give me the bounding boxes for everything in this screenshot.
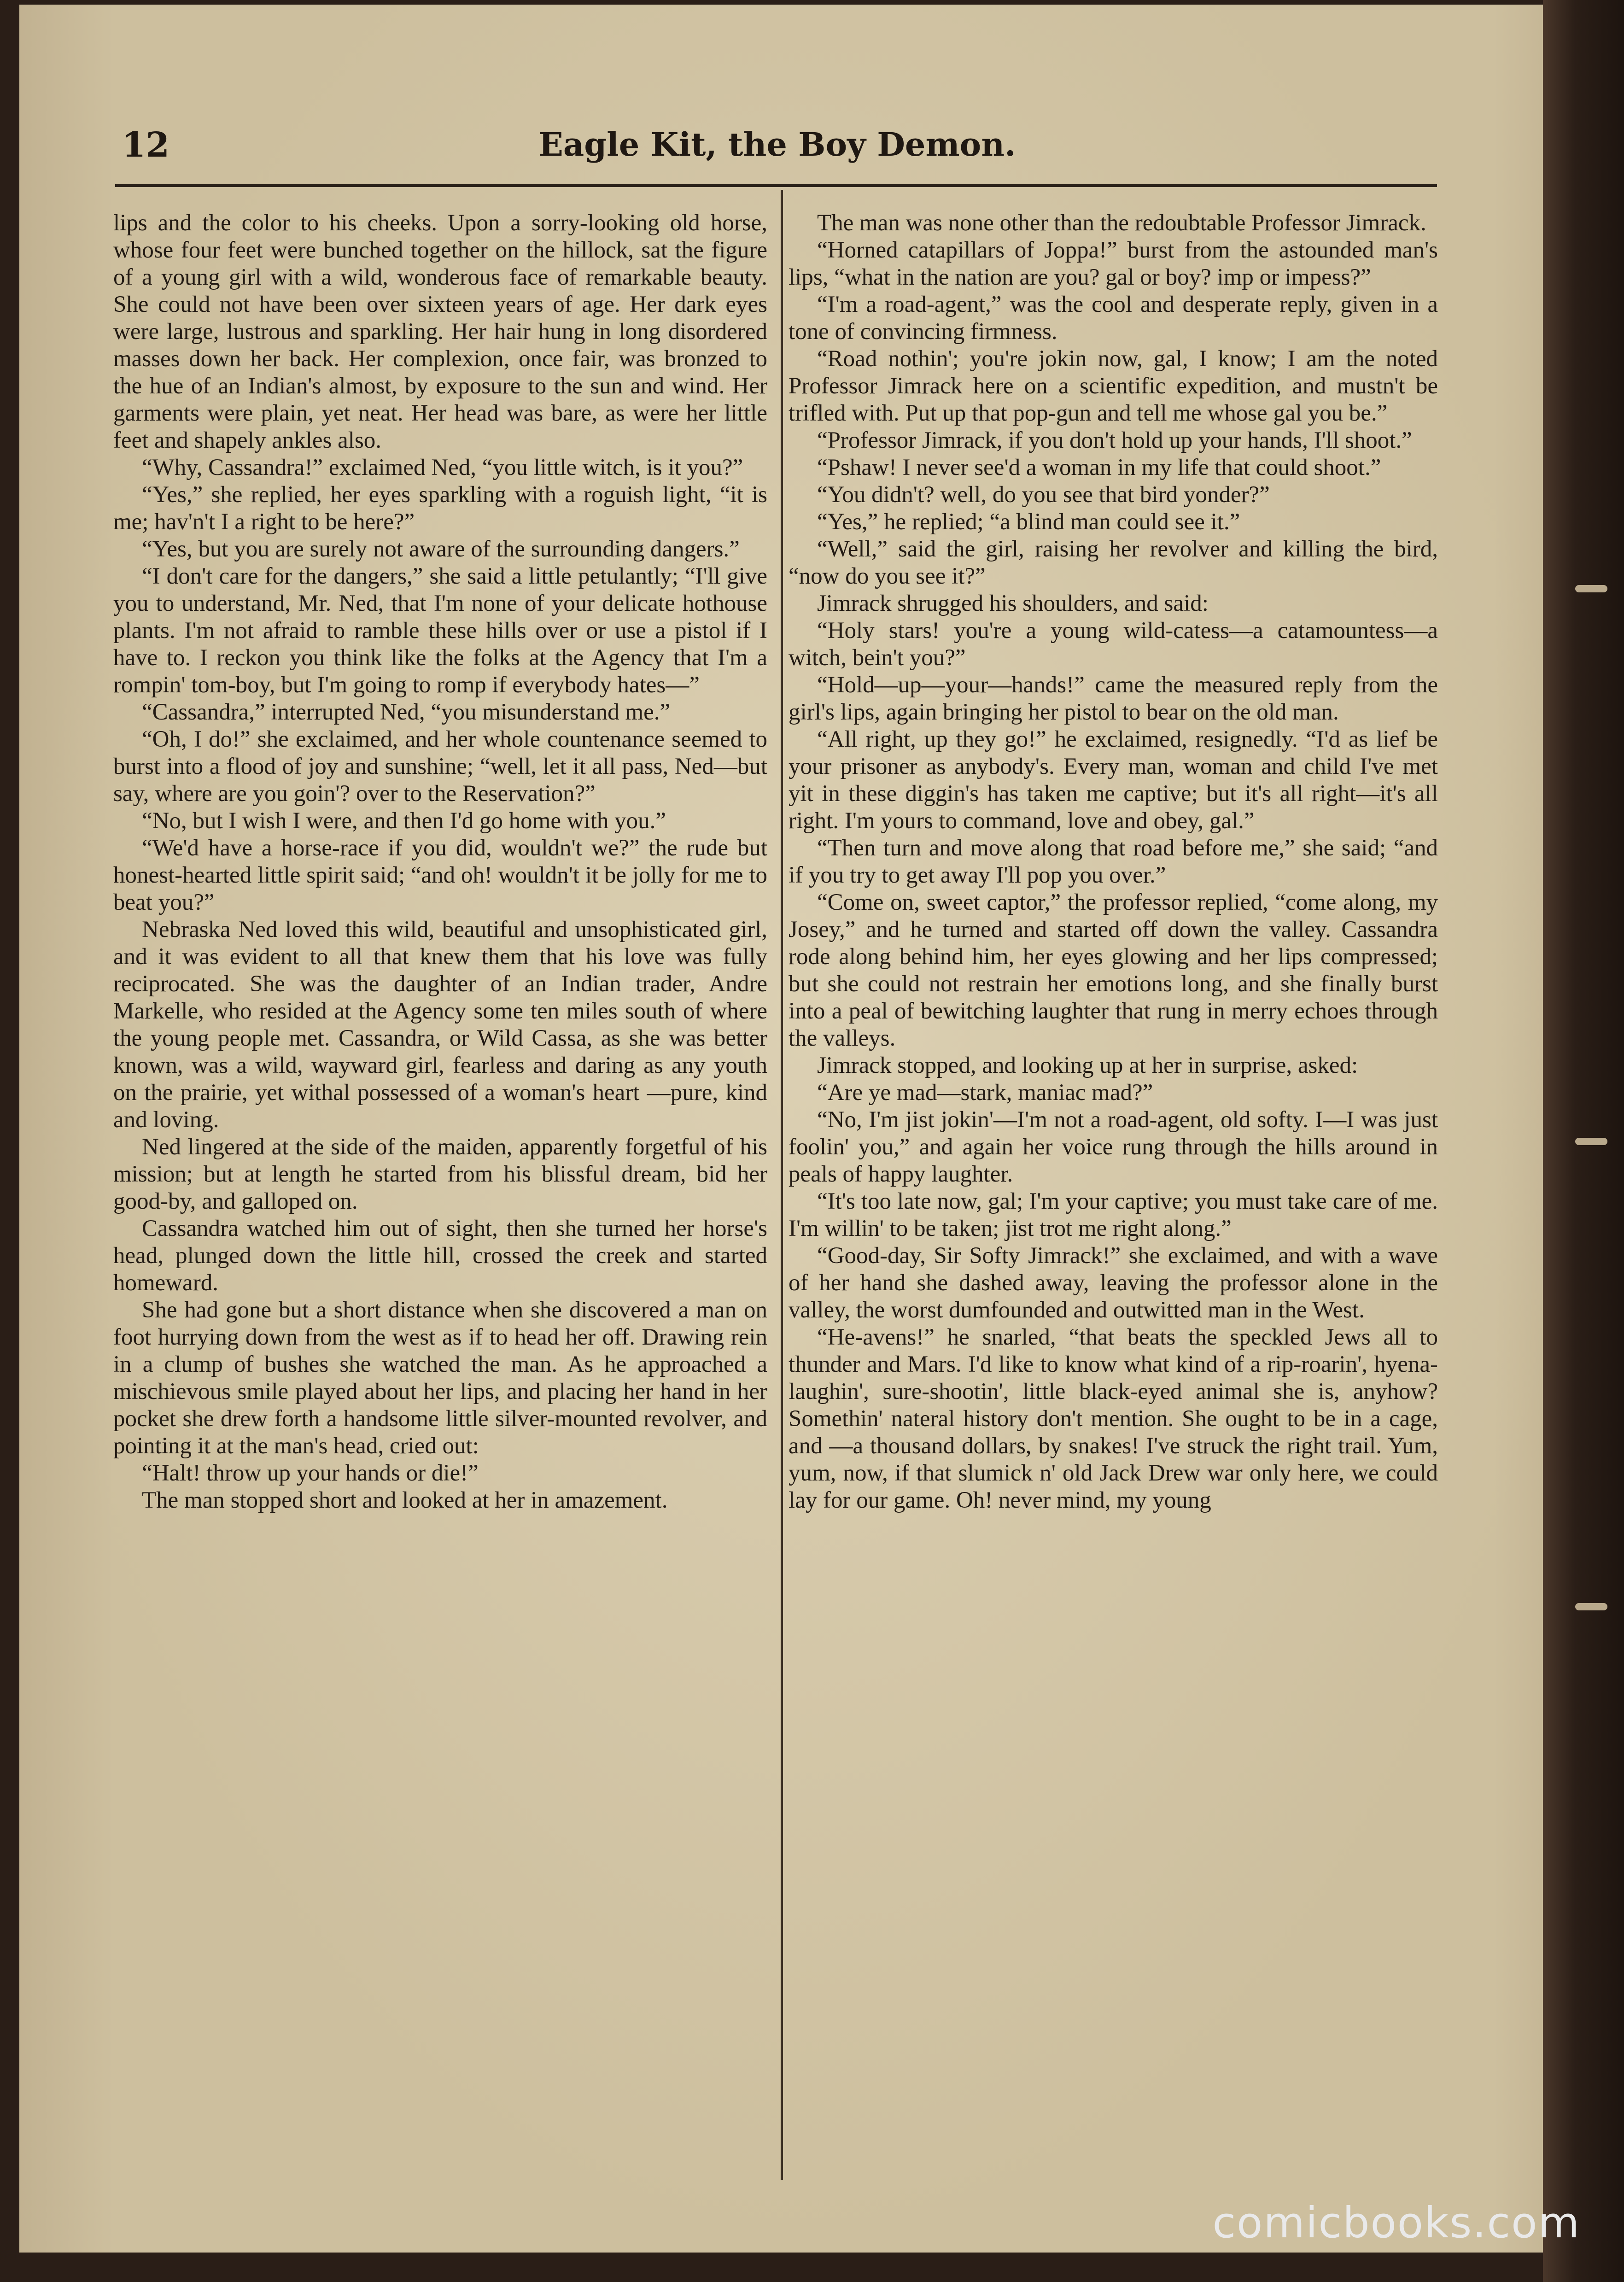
paragraph: “Pshaw! I never see'd a woman in my life that could shoot.” <box>817 455 1381 480</box>
paragraph: “Road nothin'; you're jokin now, gal, I know; I am the noted Professor Jimrack here on a scientific expedition, and mustn't be trifled with. Put up that pop-gun and tell me whose gal you be.” <box>789 346 1438 426</box>
paragraph: “Come on, sweet captor,” the professor replied, “come along, my Josey,” and he turned and started off down the valley. Cassandra rode along behind him, her eyes glowing and her lips compressed; but she could not restrain her emotions long, and she finally burst into a peal of bewitching laughter that rung in merry echoes through the valleys. <box>789 889 1438 1051</box>
paragraph: “No, I'm jist jokin'—I'm not a road-agent, old softy. I—I was just foolin' you,” and again her voice rung through the hills around in peals of happy laughter. <box>789 1107 1438 1187</box>
paragraph: “You didn't? well, do you see that bird yonder?” <box>817 482 1270 508</box>
paragraph: Cassandra watched him out of sight, then she turned her horse's head, plunged down the little hill, crossed the creek and started homeward. <box>113 1216 767 1296</box>
paragraph: “We'd have a horse-race if you did, wouldn't we?” the rude but honest-hearted little spirit said; “and oh! wouldn't it be jolly for me to beat you?” <box>113 835 767 915</box>
paragraph: The man stopped short and looked at her in amazement. <box>142 1487 668 1513</box>
paragraph: “Professor Jimrack, if you don't hold up your hands, I'll shoot.” <box>817 427 1412 453</box>
paragraph: “Halt! throw up your hands or die!” <box>142 1460 479 1486</box>
watermark: comicbooks.com <box>1212 2198 1580 2247</box>
paragraph: “It's too late now, gal; I'm your captive; you must take care of me. I'm willin' to be taken; jist trot me right along.” <box>789 1188 1438 1241</box>
paragraph: Jimrack shrugged his shoulders, and said: <box>817 591 1209 616</box>
paragraph: “Hold—up—your—hands!” came the measured reply from the girl's lips, again bringing her pistol to bear on the old man. <box>789 672 1438 725</box>
paragraph: “All right, up they go!” he exclaimed, resignedly. “I'd as lief be your prisoner as anybody's. Every man, woman and child I've met yit in these diggin's has taken me captive; but it's all right—it's all right. I'm yours to command, love and obey, gal.” <box>789 726 1438 834</box>
left-text-column <box>113 210 767 1514</box>
right-text-column <box>789 210 1438 1514</box>
paragraph: The man was none other than the redoubtable Professor Jimrack. <box>817 210 1426 236</box>
paragraph: “Why, Cassandra!” exclaimed Ned, “you little witch, is it you?” <box>142 455 743 480</box>
paragraph: She had gone but a short distance when she discovered a man on foot hurrying down from the west as if to head her off. Drawing rein in a clump of bushes she watched the man. As he approached a mischievous smile played about her lips, and placing her hand in her pocket she drew forth a handsome little silver-mounted revolver, and pointing it at the man's head, cried out: <box>113 1297 767 1459</box>
paragraph: “Well,” said the girl, raising her revolver and killing the bird, “now do you see it?” <box>789 536 1438 589</box>
header-rule <box>115 184 1437 187</box>
paragraph: “I'm a road-agent,” was the cool and desperate reply, given in a tone of convincing firmness. <box>789 292 1438 345</box>
binding-stitch <box>1575 1138 1607 1145</box>
paragraph: “Are ye mad—stark, maniac mad?” <box>817 1080 1153 1106</box>
paragraph: “Yes,” he replied; “a blind man could see it.” <box>817 509 1240 535</box>
paragraph: “He-avens!” he snarled, “that beats the speckled Jews all to thunder and Mars. I'd like to know what kind of a rip-roarin', hyena-laughin', sure-shootin', little black-eyed animal she is, anyhow? Somethin' nateral history don't mention. She ought to be in a cage, and —a thousand dollars, by snakes! I've struck the right trail. Yum, yum, now, if that slumick n' old Jack Drew war only here, we could lay for our game. Oh! never mind, my young <box>789 1324 1438 1513</box>
paragraph: lips and the color to his cheeks. Upon a sorry-looking old horse, whose four feet were bunched together on the hillock, sat the figure of a young girl with a wild, wonderous face of remarkable beauty. She could not have been over sixteen years of age. Her dark eyes were large, lustrous and sparkling. Her hair hung in long disordered masses down her back. Her complexion, once fair, was bronzed to the hue of an Indian's almost, by exposure to the sun and wind. Her garments were plain, yet neat. Her head was bare, as were her little feet and shapely ankles also. <box>113 210 767 453</box>
paragraph: “Then turn and move along that road before me,” she said; “and if you try to get away I'll pop you over.” <box>789 835 1438 888</box>
paragraph: “Oh, I do!” she exclaimed, and her whole countenance seemed to burst into a flood of joy and sunshine; “well, let it all pass, Ned—but say, where are you goin'? over to the Reservation?” <box>113 726 767 807</box>
paragraph: Nebraska Ned loved this wild, beautiful and unsophisticated girl, and it was evident to all that knew them that his love was fully reciprocated. She was the daughter of an Indian trader, Andre Markelle, who resided at the Agency some ten miles south of where the young people met. Cassandra, or Wild Cassa, as she was better known, was a wild, wayward girl, fearless and daring as any youth on the prairie, yet withal possessed of a woman's heart —pure, kind and loving. <box>113 917 767 1133</box>
paragraph: “Cassandra,” interrupted Ned, “you misunderstand me.” <box>142 699 671 725</box>
paragraph: “Horned catapillars of Joppa!” burst from the astounded man's lips, “what in the nation are you? gal or boy? imp or impess?” <box>789 237 1438 290</box>
binding-stitch <box>1575 1603 1607 1610</box>
running-title: Eagle Kit, the Boy Demon. <box>538 125 1016 164</box>
paragraph: “Good-day, Sir Softy Jimrack!” she exclaimed, and with a wave of her hand she dashed away, leaving the professor alone in the valley, the worst dumfounded and outwitted man in the West. <box>789 1243 1438 1323</box>
paragraph: “Yes, but you are surely not aware of the surrounding dangers.” <box>142 536 740 562</box>
paragraph: Ned lingered at the side of the maiden, apparently forgetful of his mission; but at length he started from his blissful dream, bid her good-by, and galloped on. <box>113 1134 767 1214</box>
page-number: 12 <box>122 125 169 165</box>
paragraph: “Holy stars! you're a young wild-catess—a catamountess—a witch, bein't you?” <box>789 618 1438 671</box>
page-header <box>122 125 1432 167</box>
paragraph: “I don't care for the dangers,” she said a little petulantly; “I'll give you to understand, Mr. Ned, that I'm none of your delicate hothouse plants. I'm not afraid to ramble these hills over or use a pistol if I have to. I reckon you think like the folks at the Agency that I'm a rompin' tom-boy, but I'm going to romp if everybody hates—” <box>113 563 767 698</box>
paragraph: “Yes,” she replied, her eyes sparkling with a roguish light, “it is me; hav'n't I a right to be here?” <box>113 482 767 535</box>
column-divider <box>781 190 783 2180</box>
paragraph: “No, but I wish I were, and then I'd go home with you.” <box>142 808 666 834</box>
paragraph: Jimrack stopped, and looking up at her in surprise, asked: <box>817 1053 1358 1078</box>
binding-stitch <box>1575 585 1607 592</box>
